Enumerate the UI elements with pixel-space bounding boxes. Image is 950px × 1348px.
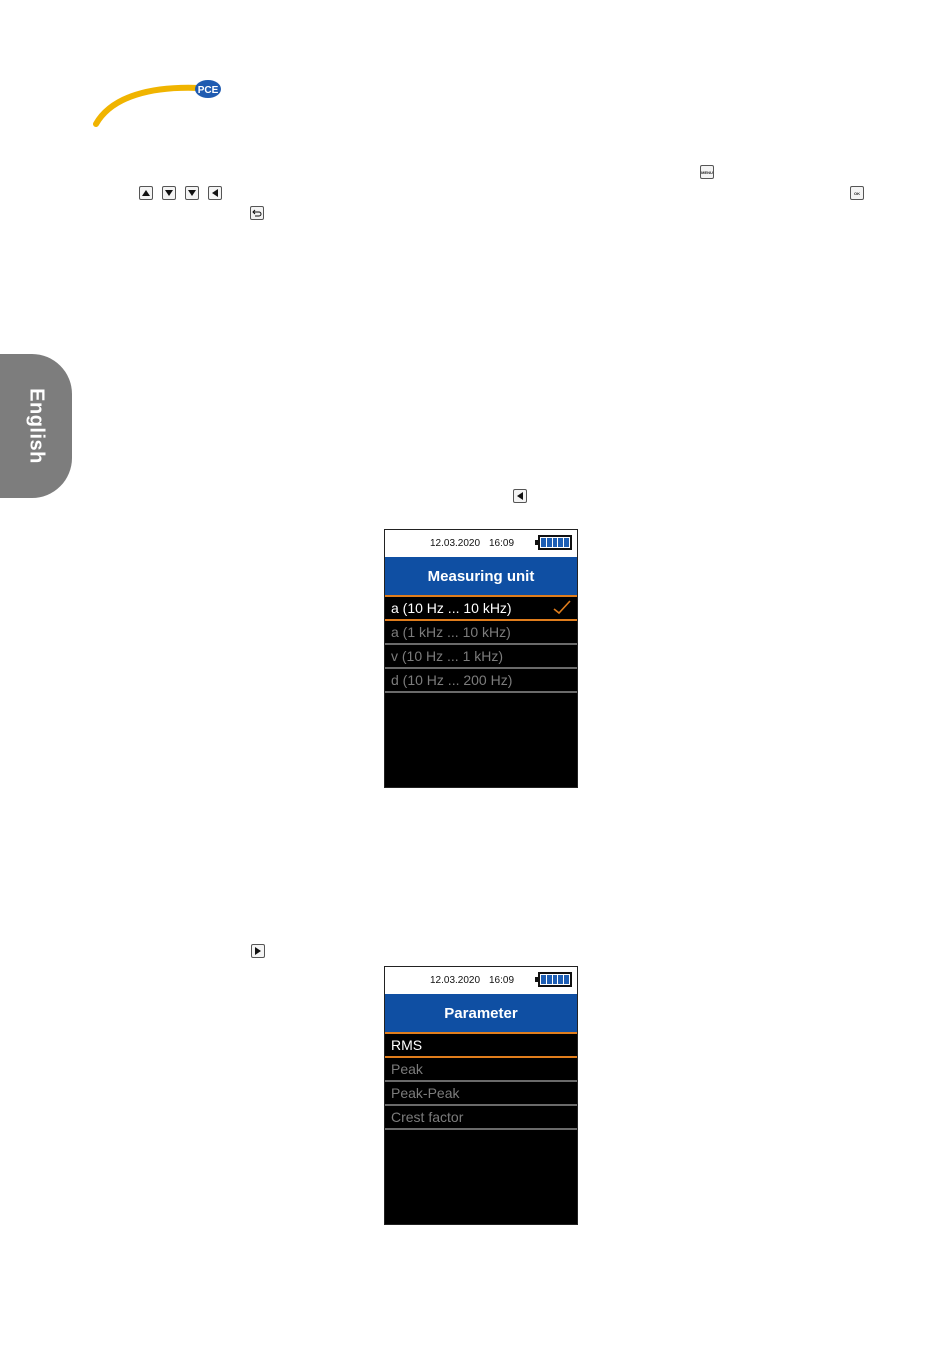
language-tab: English <box>0 354 72 498</box>
menu-item-label: v (10 Hz ... 1 kHz) <box>391 648 504 664</box>
menu-item-label: a (10 Hz ... 10 kHz) <box>391 600 512 616</box>
screen-title: Parameter <box>385 994 577 1034</box>
menu-item[interactable] <box>385 1034 577 1058</box>
battery-icon <box>538 535 572 550</box>
return-icon <box>250 206 264 220</box>
screen-title: Measuring unit <box>385 557 577 597</box>
status-time: 16:09 <box>489 975 515 986</box>
battery-icon <box>538 972 572 987</box>
ok-key-icon: OK <box>850 186 864 200</box>
menu-item[interactable] <box>385 597 577 621</box>
device-screen-measuring-unit <box>384 529 578 788</box>
svg-text:PCE: PCE <box>197 85 219 96</box>
menu-item[interactable] <box>385 645 577 669</box>
status-bar <box>385 967 577 994</box>
left-arrow-icon <box>208 186 222 200</box>
checkmark-icon <box>553 599 571 615</box>
menu-item[interactable] <box>385 1106 577 1130</box>
pce-logo <box>92 78 232 130</box>
down-arrow-icon <box>185 186 199 200</box>
status-bar <box>385 530 577 557</box>
status-time: 16:09 <box>489 538 515 549</box>
menu-item[interactable] <box>385 1082 577 1106</box>
right-arrow-icon <box>251 944 265 958</box>
menu-item[interactable] <box>385 1058 577 1082</box>
menu-item-label: Peak <box>391 1061 423 1077</box>
menu-item-label: RMS <box>391 1037 423 1053</box>
up-arrow-icon <box>139 186 153 200</box>
left-arrow-icon <box>513 489 527 503</box>
menu-item-label: Crest factor <box>391 1109 464 1125</box>
menu-item[interactable] <box>385 669 577 693</box>
status-date: 12.03.2020 <box>430 538 481 549</box>
menu-item-label: Peak-Peak <box>391 1085 460 1101</box>
device-screen-parameter <box>384 966 578 1225</box>
menu-key-icon: MENU <box>700 165 714 179</box>
status-date: 12.03.2020 <box>430 975 481 986</box>
menu-item-label: d (10 Hz ... 200 Hz) <box>391 672 513 688</box>
down-arrow-icon <box>162 186 176 200</box>
menu-item-label: a (1 kHz ... 10 kHz) <box>391 624 511 640</box>
menu-item[interactable] <box>385 621 577 645</box>
